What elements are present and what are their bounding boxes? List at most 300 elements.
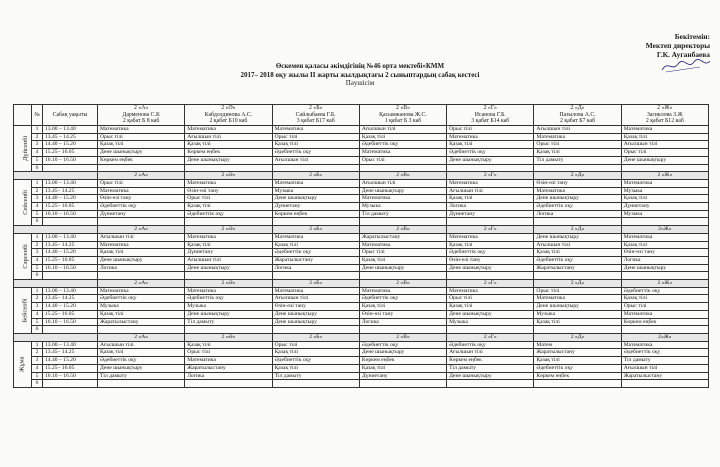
lesson-row	[14, 357, 709, 365]
lesson-subject: Әдебиеттік оқу	[185, 295, 272, 303]
lesson-subject: Әдебиеттік оқу	[447, 249, 534, 257]
lesson-subject: Әдебиеттік оқу	[272, 149, 359, 157]
lesson-row	[14, 156, 709, 164]
lesson-subject: Қазақ тілі	[272, 349, 359, 357]
lesson-subject: Орыс тілі	[98, 179, 185, 187]
lesson-subject: Орыс тілі	[534, 141, 621, 149]
class-label-cell: 2«Ж»	[621, 226, 708, 234]
lesson-subject: Қазақ тілі	[272, 141, 359, 149]
lesson-subject	[185, 380, 272, 388]
day-name-cell	[14, 126, 32, 172]
lesson-subject: Математика	[185, 287, 272, 295]
schedule-table-body	[14, 126, 709, 388]
lesson-subject	[272, 326, 359, 334]
lesson-subject: Ағылшын тілі	[621, 141, 708, 149]
lesson-subject: Қазақ тілі	[272, 241, 359, 249]
lesson-number: 6	[32, 164, 43, 172]
class-label-cell: 2 «Б»	[272, 172, 359, 180]
day-name: Сейсенбі	[22, 190, 30, 215]
class-label-cell: 2 «Г»	[447, 280, 534, 288]
lesson-row	[14, 272, 709, 280]
class-label-spacer	[14, 226, 98, 234]
lesson-time: 14.40 – 15.20	[43, 249, 98, 257]
class-label-cell: 2 «Б»	[272, 333, 359, 341]
lesson-subject: Орыс тілі	[534, 287, 621, 295]
lesson-subject: Дене шынықтыру	[447, 156, 534, 164]
lesson-subject: Жаратылыстану	[534, 349, 621, 357]
lesson-time	[43, 218, 98, 226]
lesson-subject: Математика	[272, 126, 359, 134]
lesson-subject: Әдебиеттік оқу	[447, 341, 534, 349]
header-class-v: 2 «В» Қасымжанова Ж.С. 1 қабат Б 3 каб	[359, 105, 446, 126]
lesson-row	[14, 349, 709, 357]
lesson-subject: Тіл дамыту	[359, 210, 446, 218]
lesson-subject: Ағылшын тілі	[185, 256, 272, 264]
class-label-cell: 2 «Г»	[447, 333, 534, 341]
header-class-g: 2 «Г» Исанова Г.Б. 3 қабат Б14 каб	[447, 105, 534, 126]
lesson-subject: Математика	[98, 241, 185, 249]
approval-name: Г.К. Ауганбаева	[656, 50, 710, 59]
lesson-number: 2	[32, 241, 43, 249]
day-name-cell	[14, 233, 32, 279]
lesson-row	[14, 295, 709, 303]
lesson-subject: Қазақ тілі	[359, 303, 446, 311]
lesson-time: 13.00 – 13.40	[43, 233, 98, 241]
lesson-subject: Әдебиеттік оқу	[272, 357, 359, 365]
lesson-subject: Математика	[98, 287, 185, 295]
lesson-subject	[98, 218, 185, 226]
lesson-subject	[98, 326, 185, 334]
lesson-time: 13.45– 14.25	[43, 187, 98, 195]
class-label-spacer	[14, 333, 98, 341]
lesson-subject	[359, 218, 446, 226]
lesson-subject: Қазақ тілі	[359, 364, 446, 372]
lesson-subject	[185, 272, 272, 280]
lesson-subject: Әдебиеттік оқу	[98, 295, 185, 303]
lesson-row	[14, 318, 709, 326]
lesson-time: 16.10 – 16.50	[43, 372, 98, 380]
lesson-subject: Әдебиеттік оқу	[98, 203, 185, 211]
lesson-subject: Қазақ тілі	[185, 341, 272, 349]
lesson-subject	[534, 326, 621, 334]
lesson-subject: Логика	[534, 210, 621, 218]
lesson-subject: Математика	[534, 133, 621, 141]
lesson-subject: Қазақ тілі	[98, 349, 185, 357]
lesson-subject: Ағылшын тілі	[534, 126, 621, 134]
lesson-subject	[447, 326, 534, 334]
lesson-subject: Қазақ тілі	[621, 133, 708, 141]
lesson-subject: Ағылшын тілі	[98, 233, 185, 241]
lesson-subject: Ағылшын тілі	[447, 187, 534, 195]
lesson-subject: Музыка	[447, 318, 534, 326]
day-name: Сәрсенбі	[21, 244, 29, 269]
lesson-subject: Өзін-өзі тану	[621, 249, 708, 257]
lesson-row	[14, 287, 709, 295]
class-label-cell: 2 «Ә»	[185, 280, 272, 288]
lesson-number: 1	[32, 287, 43, 295]
lesson-subject: Дене шынықтыру	[534, 233, 621, 241]
lesson-subject: Әдебиеттік оқу	[534, 256, 621, 264]
lesson-subject: Жаратылыстану	[272, 256, 359, 264]
lesson-subject: Музыка	[621, 210, 708, 218]
lesson-subject: Қазақ тілі	[447, 303, 534, 311]
lesson-subject	[185, 164, 272, 172]
approval-block	[602, 32, 710, 59]
lesson-subject	[359, 164, 446, 172]
approval-title: Бекітемін:	[674, 32, 710, 41]
lesson-subject	[447, 164, 534, 172]
lesson-row	[14, 179, 709, 187]
lesson-subject: Қазақ тілі	[98, 249, 185, 257]
lesson-subject: Ағылшын тілі	[359, 126, 446, 134]
lesson-subject: Дене шынықтыру	[185, 310, 272, 318]
lesson-subject: Музыка	[98, 303, 185, 311]
lesson-subject: Дүниетану	[447, 210, 534, 218]
schedule-heading	[0, 62, 720, 88]
lesson-subject: Дене шынықтыру	[359, 264, 446, 272]
lesson-number: 3	[32, 357, 43, 365]
lesson-subject: Дене шынықтыру	[272, 318, 359, 326]
header-class-ae: 2 «Ә» Кабдолдинова А.С. 2 қабат Б10 каб	[185, 105, 272, 126]
lesson-number: 1	[32, 341, 43, 349]
day-name-cell	[14, 287, 32, 333]
lesson-subject: Әдебиеттік оқу	[621, 287, 708, 295]
lesson-time: 13.00 – 13.40	[43, 287, 98, 295]
lesson-subject: Музыка	[359, 203, 446, 211]
lesson-subject: Дене шынықтыру	[621, 156, 708, 164]
lesson-number: 1	[32, 233, 43, 241]
header-time: Сабақ уақыты	[43, 105, 98, 126]
lesson-subject: Өзін-өзі тану	[185, 187, 272, 195]
lesson-row	[14, 195, 709, 203]
class-label-cell: 2 «Ә»	[185, 333, 272, 341]
lesson-subject: Математика	[447, 287, 534, 295]
lesson-number: 6	[32, 218, 43, 226]
lesson-subject: Қазақ тілі	[359, 133, 446, 141]
lesson-subject: Жаратылыстану	[359, 233, 446, 241]
class-label-cell: 2 «В»	[359, 172, 446, 180]
lesson-subject	[621, 326, 708, 334]
lesson-subject: Ағылшын тілі	[359, 179, 446, 187]
lesson-subject: Көркем еңбек	[359, 357, 446, 365]
class-label-row	[14, 172, 709, 180]
lesson-number: 1	[32, 179, 43, 187]
lesson-number: 5	[32, 210, 43, 218]
lesson-subject: Орыс тілі	[98, 133, 185, 141]
lesson-subject: Өзін-өзі тану	[98, 195, 185, 203]
class-label-row	[14, 226, 709, 234]
class-label-cell: 2 «В»	[359, 333, 446, 341]
lesson-subject: Дүниетану	[185, 249, 272, 257]
lesson-time: 16.10 – 16.50	[43, 210, 98, 218]
lesson-subject: Қазақ тілі	[185, 141, 272, 149]
lesson-row	[14, 149, 709, 157]
class-label-row	[14, 333, 709, 341]
lesson-subject: Ағылшын тілі	[534, 241, 621, 249]
lesson-subject: Жаратылыстану	[98, 318, 185, 326]
class-label-cell: 2 «Ә»	[185, 226, 272, 234]
schedule-table-header	[14, 105, 709, 126]
lesson-time: 13.45– 14.25	[43, 349, 98, 357]
class-label-cell: 2 «А»	[98, 226, 185, 234]
lesson-subject: Математика	[98, 126, 185, 134]
lesson-number: 3	[32, 303, 43, 311]
lesson-subject: Дене шынықтыру	[272, 195, 359, 203]
class-label-spacer	[14, 172, 98, 180]
lesson-subject: Дене шынықтыру	[98, 149, 185, 157]
lesson-subject: Әдебиеттік оқу	[359, 141, 446, 149]
lesson-subject: Дүниетану	[98, 210, 185, 218]
lesson-row	[14, 164, 709, 172]
lesson-time: 16.10 – 16.50	[43, 318, 98, 326]
class-label-cell: 2 «Ә»	[185, 172, 272, 180]
lesson-subject: Әдебиеттік оқу	[98, 357, 185, 365]
lesson-number: 2	[32, 187, 43, 195]
day-name: Бейсенбі	[21, 298, 29, 323]
lesson-number: 1	[32, 126, 43, 134]
lesson-row	[14, 233, 709, 241]
lesson-subject: Логика	[359, 318, 446, 326]
lesson-number: 4	[32, 203, 43, 211]
school-name: Өскемен қаласы әкімдігінің №46 орта мектебі»КММ	[275, 62, 445, 70]
lesson-subject: Көркем еңбек	[98, 156, 185, 164]
lesson-time: 13.45 – 14.25	[43, 133, 98, 141]
lesson-subject: Орыс тілі	[447, 295, 534, 303]
lesson-number: 6	[32, 326, 43, 334]
lesson-subject: Логика	[447, 203, 534, 211]
lesson-subject: Қазақ тілі	[621, 241, 708, 249]
lesson-subject: Дене шынықтыру	[185, 264, 272, 272]
lesson-subject: Математика	[534, 295, 621, 303]
class-label-cell: 2 «В»	[359, 280, 446, 288]
lesson-subject: Тіл дамыту	[447, 364, 534, 372]
class-label-spacer	[14, 280, 98, 288]
header-num: №	[32, 105, 43, 126]
lesson-time: 16.10 – 16.50	[43, 264, 98, 272]
lesson-subject: Музыка	[621, 187, 708, 195]
lesson-subject	[534, 380, 621, 388]
lesson-subject: Қазақ тілі	[98, 141, 185, 149]
lesson-subject: Көркем еңбек	[272, 210, 359, 218]
lesson-subject: Тіл дамыту	[272, 372, 359, 380]
lesson-subject	[98, 380, 185, 388]
lesson-subject: Қазақ тілі	[534, 318, 621, 326]
lesson-subject: Әдебиеттік оқу	[359, 341, 446, 349]
lesson-time: 14.40 – 15.20	[43, 195, 98, 203]
lesson-subject	[272, 164, 359, 172]
lesson-time: 13.45– 14.25	[43, 241, 98, 249]
lesson-row	[14, 203, 709, 211]
lesson-subject	[359, 326, 446, 334]
lesson-time	[43, 326, 98, 334]
lesson-subject: Әдебиеттік оқу	[185, 210, 272, 218]
lesson-number: 3	[32, 195, 43, 203]
lesson-time: 13.45– 14.25	[43, 295, 98, 303]
lesson-subject: Өзін-өзі тану	[272, 303, 359, 311]
lesson-number: 4	[32, 256, 43, 264]
lesson-time: 15.25– 16.05	[43, 364, 98, 372]
class-label-cell: 2 «Д»	[534, 226, 621, 234]
class-label-cell: 2 «А»	[98, 280, 185, 288]
lesson-row	[14, 256, 709, 264]
header-class-b: 2 «Б» Сайлыбаева Г.Б. 3 қабат Б17 каб	[272, 105, 359, 126]
lesson-subject	[447, 272, 534, 280]
lesson-subject: Орыс тілі	[359, 249, 446, 257]
lesson-number: 3	[32, 249, 43, 257]
schedule-subtitle: Пәушісім	[345, 79, 375, 88]
lesson-subject: Математика	[621, 233, 708, 241]
lesson-number: 5	[32, 372, 43, 380]
lesson-subject: Көркем еңбек	[621, 318, 708, 326]
lesson-row	[14, 126, 709, 134]
header-day	[14, 105, 32, 126]
lesson-subject	[621, 218, 708, 226]
lesson-subject: Орыс тілі	[447, 126, 534, 134]
lesson-subject: Логика	[98, 264, 185, 272]
class-label-cell: 2«Ж»	[621, 333, 708, 341]
class-label-cell: 2 «Г»	[447, 226, 534, 234]
lesson-subject: Дене шынықтыру	[98, 364, 185, 372]
lesson-number: 5	[32, 318, 43, 326]
lesson-subject: Жаратылыстану	[185, 364, 272, 372]
lesson-number: 2	[32, 349, 43, 357]
lesson-subject: Орыс тілі	[621, 303, 708, 311]
lesson-subject: Математика	[185, 233, 272, 241]
lesson-subject: Әдебиеттік оқу	[272, 249, 359, 257]
lesson-subject	[359, 380, 446, 388]
class-label-cell: 2 «В»	[359, 226, 446, 234]
header-class-zh: 2 «Ж» Загиклова З.Ж 2 қабат Б12 каб	[621, 105, 708, 126]
lesson-row	[14, 218, 709, 226]
lesson-subject: Математика	[98, 187, 185, 195]
lesson-row	[14, 303, 709, 311]
lesson-subject: Тіл дамыту	[98, 372, 185, 380]
lesson-number: 6	[32, 272, 43, 280]
day-name-cell	[14, 341, 32, 387]
lesson-subject: Логика	[185, 372, 272, 380]
lesson-number: 5	[32, 156, 43, 164]
lesson-subject: Қазақ тілі	[447, 141, 534, 149]
lesson-subject: Қазақ тілі	[98, 310, 185, 318]
lesson-row	[14, 380, 709, 388]
lesson-time: 15.25– 16.05	[43, 149, 98, 157]
lesson-time	[43, 164, 98, 172]
lesson-subject: Орыс тілі	[359, 156, 446, 164]
lesson-subject	[447, 380, 534, 388]
lesson-time: 14.40 – 15.20	[43, 303, 98, 311]
lesson-subject: Жаратылыстану	[621, 372, 708, 380]
lesson-subject: Дене шынықтыру	[185, 156, 272, 164]
lesson-subject	[534, 272, 621, 280]
lesson-subject	[98, 272, 185, 280]
lesson-subject: Математика	[185, 126, 272, 134]
lesson-row	[14, 341, 709, 349]
lesson-number: 2	[32, 133, 43, 141]
lesson-subject: Қазақ тілі	[534, 249, 621, 257]
lesson-subject: Музыка	[185, 303, 272, 311]
lesson-subject: Ағылшын тілі	[272, 156, 359, 164]
lesson-subject: Тіл дамыту	[534, 156, 621, 164]
lesson-subject: Математика	[447, 233, 534, 241]
lesson-subject	[621, 272, 708, 280]
lesson-subject	[534, 218, 621, 226]
lesson-subject: Көркем еңбек	[447, 357, 534, 365]
day-name-cell	[14, 179, 32, 225]
lesson-subject	[359, 272, 446, 280]
lesson-subject: Ағылшын тілі	[447, 349, 534, 357]
lesson-subject: Математика	[272, 233, 359, 241]
lesson-subject: Дене шынықтыру	[534, 303, 621, 311]
lesson-subject	[272, 272, 359, 280]
lesson-number: 2	[32, 295, 43, 303]
lesson-subject: Математика	[272, 287, 359, 295]
lesson-time: 15.25– 16.05	[43, 310, 98, 318]
lesson-subject: Орыс тілі	[621, 149, 708, 157]
lesson-subject	[98, 164, 185, 172]
class-label-cell: 2 «Г»	[447, 172, 534, 180]
lesson-subject	[621, 164, 708, 172]
lesson-subject: Дене шынықтыру	[447, 372, 534, 380]
lesson-subject: Логика	[621, 256, 708, 264]
class-label-cell: 2 «Ж»	[621, 280, 708, 288]
lesson-subject: Орыс тілі	[185, 195, 272, 203]
lesson-subject: Қазақ тілі	[534, 357, 621, 365]
lesson-time: 16.10 – 16.50	[43, 156, 98, 164]
lesson-subject: Жаратылыстану	[534, 264, 621, 272]
lesson-subject: Тіл дамыту	[185, 318, 272, 326]
lesson-subject	[272, 218, 359, 226]
lesson-subject: Дене шынықтыру	[272, 310, 359, 318]
lesson-number: 4	[32, 364, 43, 372]
lesson-row	[14, 310, 709, 318]
lesson-time	[43, 272, 98, 280]
lesson-subject: Математика	[272, 179, 359, 187]
lesson-row	[14, 364, 709, 372]
lesson-subject: Өзін-өзі тану	[359, 310, 446, 318]
schedule-title: 2017– 2018 оқу жылы II жарты жылдықтағы 2 сыныптардың сабақ кестесі	[240, 70, 480, 79]
lesson-subject: Қазақ тілі	[185, 203, 272, 211]
lesson-subject: Дене шынықтыру	[447, 264, 534, 272]
lesson-subject: Математика	[447, 179, 534, 187]
lesson-subject: Қазақ тілі	[447, 195, 534, 203]
lesson-subject: Математика	[621, 179, 708, 187]
class-label-cell: 2 «Д»	[534, 172, 621, 180]
lesson-subject: Музыка	[534, 310, 621, 318]
lesson-subject: Қазақ тілі	[534, 149, 621, 157]
approval-director: Мектеп директоры	[645, 41, 710, 50]
lesson-subject: Ағылшын тілі	[98, 341, 185, 349]
lesson-subject: Музыка	[272, 187, 359, 195]
lesson-subject: Матем	[534, 341, 621, 349]
day-name: Жұма	[18, 356, 26, 373]
lesson-subject: Дене шынықтыру	[534, 195, 621, 203]
lesson-subject: Қазақ тілі	[185, 241, 272, 249]
lesson-subject	[534, 164, 621, 172]
lesson-subject: Орыс тілі	[272, 133, 359, 141]
lesson-subject: Орыс тілі	[272, 341, 359, 349]
lesson-subject: Ағылшын тілі	[272, 295, 359, 303]
lesson-subject: Қазақ тілі	[359, 256, 446, 264]
lesson-row	[14, 326, 709, 334]
lesson-subject: Өзін-өзі тану	[534, 179, 621, 187]
lesson-subject: Дүниетану	[272, 203, 359, 211]
lesson-subject: Дене шынықтыру	[621, 264, 708, 272]
lesson-subject: Әдебиеттік оқу	[447, 149, 534, 157]
lesson-subject: Математика	[359, 149, 446, 157]
class-label-cell: 2 «А»	[98, 333, 185, 341]
lesson-subject: Математика	[621, 310, 708, 318]
lesson-row	[14, 187, 709, 195]
